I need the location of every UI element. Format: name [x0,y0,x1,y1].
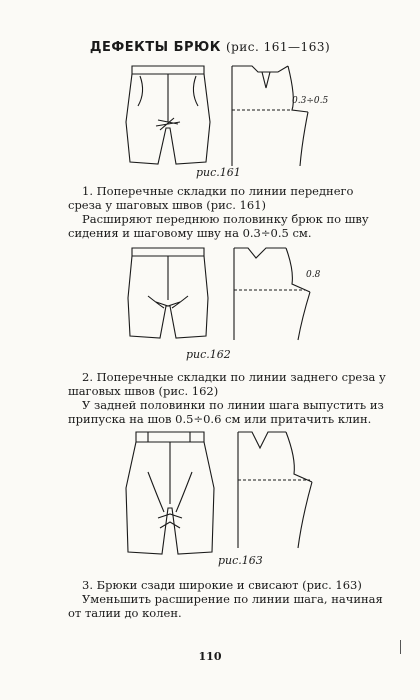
figure-161-pattern [222,62,332,170]
section-1-heading: 1. Поперечные складки по линии переднего среза у шаговых швов (рис. 161) [68,184,354,212]
section-3-heading: 3. Брюки сзади широкие и свисают (рис. 163) [82,578,362,592]
section-2 [68,370,386,426]
figure-161-caption: рис.161 [196,166,241,179]
page-number: 110 [198,650,222,663]
figure-161-trousers-front [118,62,218,170]
figure-163-pattern [226,428,336,552]
section-2-heading: 2. Поперечные складки по линии заднего среза у шаговых швов (рис. 162) [68,370,386,398]
figure-162-trousers-back [118,244,218,344]
section-1-body: Расширяют переднюю половинку брюк по шву сидения и шаговому шву на 0.3÷0.5 см. [68,212,369,240]
figure-162-measure: 0.8 [306,270,321,280]
section-2-body: У задней половинки по линии шага выпустить из припуска на шов 0.5÷0.6 см или притачить клин. [68,398,384,426]
page-title [0,40,420,55]
section-3-body: Уменьшить расширение по линии шага, начиная от талии до колен. [68,592,383,620]
figure-161-measure: 0.3÷0.5 [292,96,329,106]
title-sub: (рис. 161—163) [225,40,331,54]
section-3 [68,578,386,620]
figure-163-caption: рис.163 [218,554,263,567]
title-main: ДЕФЕКТЫ БРЮК [89,40,221,55]
figure-163-trousers-back [118,428,222,558]
margin-mark [400,640,401,654]
section-1 [68,184,386,240]
figure-162-caption: рис.162 [186,348,231,361]
figure-162-pattern [222,244,332,344]
